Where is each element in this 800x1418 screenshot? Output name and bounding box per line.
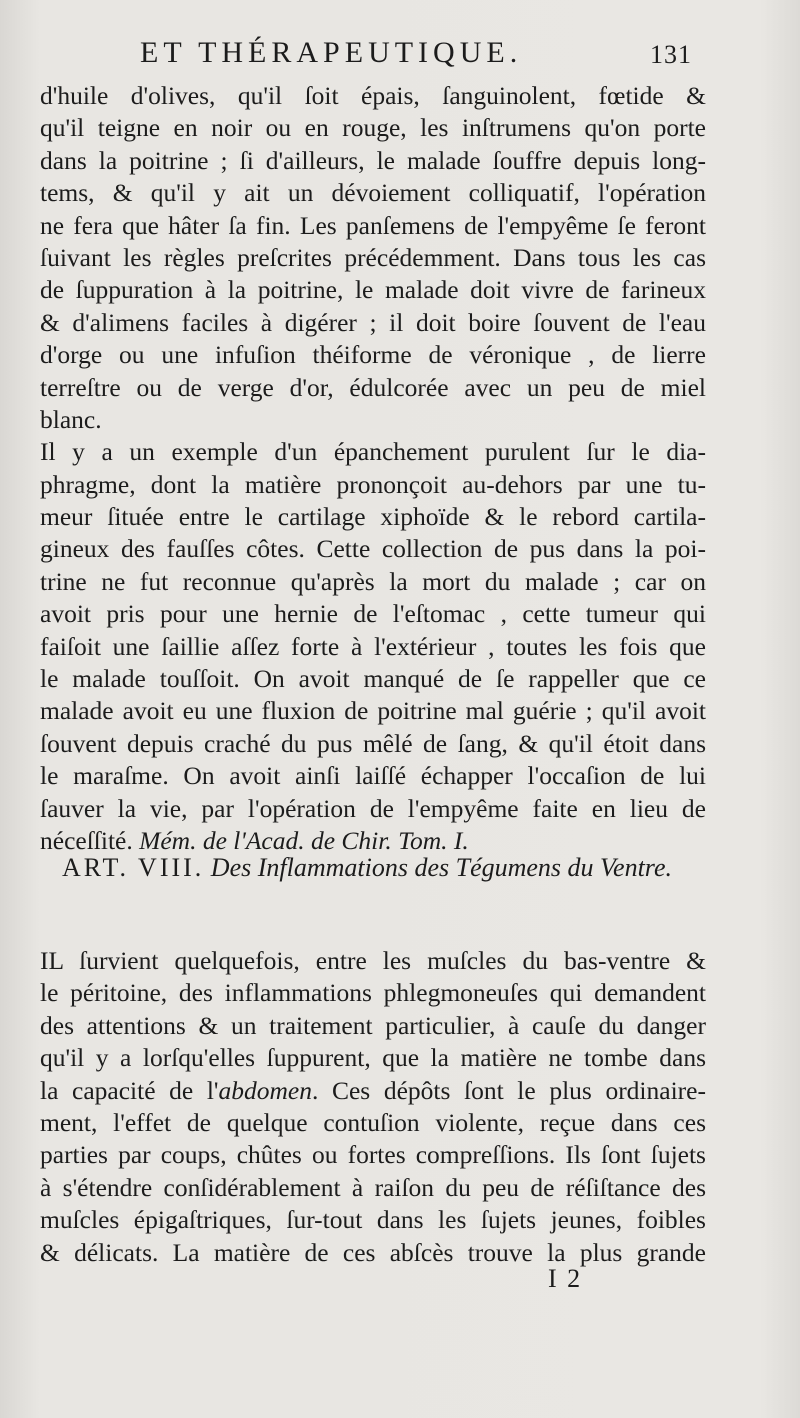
text-line: terreſtre ou de verge d'or, édulcorée avec un peu de miel (40, 372, 706, 402)
text-line: ment, l'effet de quelque contuſion violente, reçue dans ces (40, 1107, 706, 1137)
text-line: malade avoit eu une fluxion de poitrine mal guérie ; qu'il avoit (40, 696, 706, 726)
text-line: gineux des fauſſes côtes. Cette collection de pus dans la poi- (40, 534, 706, 564)
running-head: ET THÉRAPEUTIQUE. (140, 36, 523, 69)
text-line: & délicats. La matière de ces abſcès trouve la plus grande (40, 1237, 706, 1267)
text-line: Il y a un exemple d'un épanchement purulent ſur le dia- (40, 437, 706, 467)
page-number: 131 (650, 40, 692, 69)
text-line: ſouvent depuis craché du pus mêlé de ſang, & qu'il étoit dans (40, 728, 706, 758)
text-line: ſuivant les règles preſcrites précédemment. Dans tous les cas (40, 242, 706, 272)
text-line (40, 1075, 706, 1107)
paragraph-1 (40, 80, 706, 436)
paragraph-2 (40, 436, 706, 857)
text-line: de ſuppuration à la poitrine, le malade doit vivre de farineux (40, 275, 706, 305)
text-fragment: la capacité de l' (40, 1075, 219, 1105)
text-line: le péritoine, des inflammations phlegmoneuſes qui demandent (40, 978, 706, 1008)
text-line: avoit pris pour une hernie de l'eſtomac , cette tumeur qui (40, 599, 706, 629)
text-line: le maraſme. On avoit ainſi laiſſé échapper l'occaſion de lui (40, 761, 706, 791)
text-line: parties par coups, chûtes ou fortes compreſſions. Ils ſont ſujets (40, 1140, 706, 1170)
text-line: muſcles épigaſtriques, ſur-tout dans les ſujets jeunes, foibles (40, 1205, 706, 1235)
text-line: dans la poitrine ; ſi d'ailleurs, le malade ſouffre depuis long- (40, 145, 706, 175)
article-label: ART. VIII. (62, 853, 205, 882)
text-line: d'orge ou une infuſion théiforme de véronique , de lierre (40, 340, 706, 370)
signature-mark: I 2 (548, 1264, 583, 1293)
text-line: faiſoit une ſaillie aſſez forte à l'extérieur , toutes les fois que (40, 631, 706, 661)
citation: Mém. de l'Acad. de Chir. Tom. I. (139, 825, 469, 855)
text-line: à s'étendre conſidérablement à raiſon du peu de réſiſtance des (40, 1172, 706, 1202)
text-line: qu'il y a lorſqu'elles ſuppurent, que la matière ne tombe dans (40, 1043, 706, 1073)
text-line: ne fera que hâter ſa fin. Les panſemens de l'empyême ſe feront (40, 210, 706, 240)
text-line: IL ſurvient quelquefois, entre les muſcles du bas-ventre & (40, 946, 706, 975)
text-fragment: . Ces dépôts ſont le plus ordinaire- (311, 1075, 706, 1105)
article-heading (62, 852, 722, 884)
text-line: tems, & qu'il y ait un dévoiement colliquatif, l'opération (40, 178, 706, 208)
text-line: qu'il teigne en noir ou en rouge, les inſtrumens qu'on porte (40, 113, 706, 143)
text-line: des attentions & un traitement particulier, à cauſe du danger (40, 1010, 706, 1040)
text-line: & d'alimens faciles à digérer ; il doit boire ſouvent de l'eau (40, 307, 706, 337)
text-line: meur ſituée entre le cartilage xiphoïde & le rebord cartila- (40, 502, 706, 532)
article-title: Des Inflammations des Tégumens du Ventre. (210, 853, 673, 882)
text-block-bottom (40, 945, 706, 1269)
text-line: blanc. (40, 404, 102, 434)
text-line: phragme, dont la matière prononçoit au-dehors par une tu- (40, 469, 706, 499)
text-line: trine ne fut reconnue qu'après la mort du malade ; car on (40, 566, 706, 596)
text-block-top (40, 80, 706, 857)
italic-term: abdomen (218, 1075, 312, 1105)
text-line: ſauver la vie, par l'opération de l'empyême faite en lieu de (40, 793, 706, 823)
text-line: d'huile d'olives, qu'il ſoit épais, ſanguinolent, fœtide & (40, 81, 706, 110)
page-header (140, 36, 720, 76)
text-line: le malade touſſoit. On avoit manqué de ſe rappeller que ce (40, 664, 706, 694)
text-fragment: néceſſité. (40, 825, 133, 855)
